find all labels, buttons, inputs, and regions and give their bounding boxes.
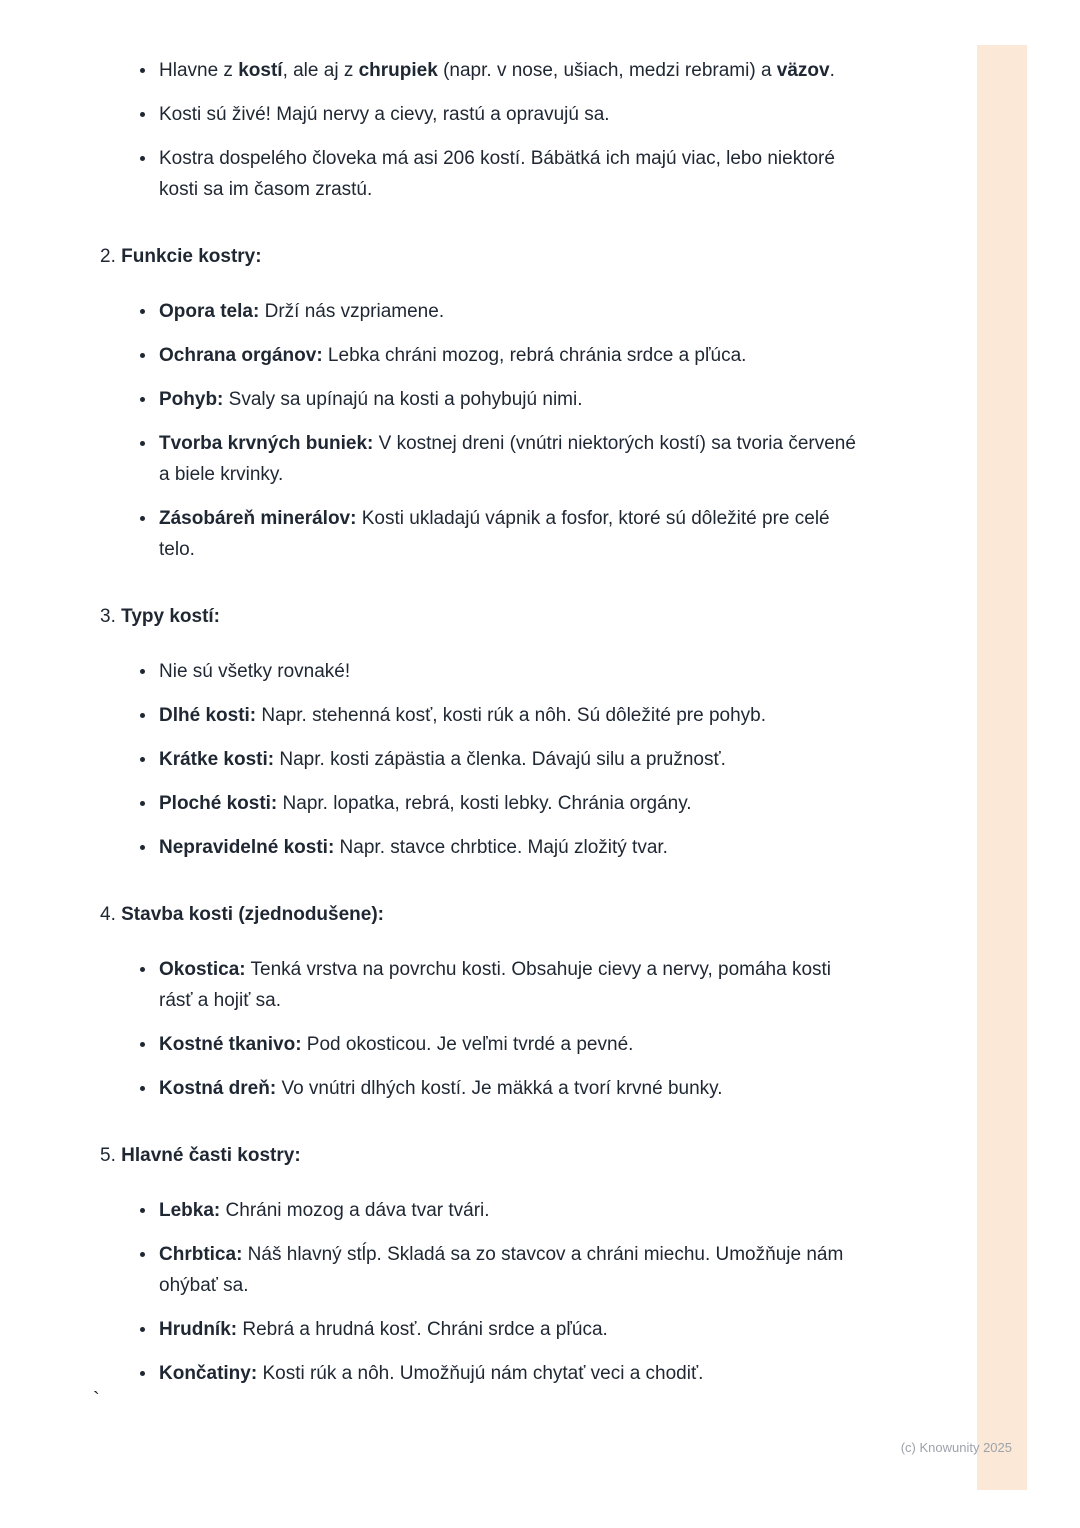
list-item: • Ploché kosti: Napr. lopatka, rebrá, kosti lebky. Chránia orgány.	[157, 788, 859, 819]
list-item: • Krátke kosti: Napr. kosti zápästia a členka. Dávajú silu a pružnosť.	[157, 744, 859, 775]
section-heading	[100, 241, 950, 272]
list-item: • Lebka: Chráni mozog a dáva tvar tvári.	[157, 1195, 859, 1226]
section-heading	[100, 899, 950, 930]
section-number: 5.	[100, 1145, 122, 1166]
list-item: • Kostné tkanivo: Pod okosticou. Je veľmi tvrdé a pevné.	[157, 1029, 859, 1060]
list-item: • Kostná dreň: Vo vnútri dlhých kostí. Je mäkká a tvorí krvné bunky.	[157, 1073, 859, 1104]
list-item: • Hlavne z kostí, ale aj z chrupiek (napr. v nose, ušiach, medzi rebrami) a väzov.	[157, 55, 859, 86]
list-item: • Hrudník: Rebrá a hrudná kosť. Chráni srdce a pľúca.	[157, 1314, 859, 1345]
list-item: • Opora tela: Drží nás vzpriamene.	[157, 296, 859, 327]
section-title: Hlavné časti kostry:	[121, 1145, 301, 1166]
list-item: • Nie sú všetky rovnaké!	[157, 656, 859, 687]
watermark: (c) Knowunity 2025	[900, 1440, 1012, 1455]
list-item: • Tvorba krvných buniek: V kostnej dreni (vnútri niektorých kostí) sa tvoria červené a biele krvinky.	[157, 428, 859, 490]
bullet-list	[100, 656, 950, 863]
list-item: • Zásobáreň minerálov: Kosti ukladajú vápnik a fosfor, ktoré sú dôležité pre celé telo.	[157, 503, 859, 565]
list-item: • Kosti sú živé! Majú nervy a cievy, rastú a opravujú sa.	[157, 99, 859, 130]
section-heading	[100, 1140, 950, 1171]
bullet-list	[100, 1195, 950, 1389]
section-number: 2.	[100, 246, 122, 267]
section-number: 4.	[100, 904, 122, 925]
list-item: • Kostra dospelého človeka má asi 206 kostí. Bábätká ich majú viac, lebo niektoré kosti sa im časom zrastú.	[157, 143, 859, 205]
bullet-list	[100, 55, 950, 205]
section-number: 3.	[100, 606, 122, 627]
list-item: • Končatiny: Kosti rúk a nôh. Umožňujú nám chytať veci a chodiť.	[157, 1358, 859, 1389]
section-title: Funkcie kostry:	[121, 246, 262, 267]
stray-backtick: `	[93, 1389, 100, 1411]
list-item: • Chrbtica: Náš hlavný stĺp. Skladá sa zo stavcov a chráni miechu. Umožňuje nám ohýbať sa.	[157, 1239, 859, 1301]
list-item: • Okostica: Tenká vrstva na povrchu kosti. Obsahuje cievy a nervy, pomáha kosti rásť a hojiť sa.	[157, 954, 859, 1016]
section-title: Stavba kosti (zjednodušene):	[121, 904, 384, 925]
list-item: • Dlhé kosti: Napr. stehenná kosť, kosti rúk a nôh. Sú dôležité pre pohyb.	[157, 700, 859, 731]
list-item: • Ochrana orgánov: Lebka chráni mozog, rebrá chránia srdce a pľúca.	[157, 340, 859, 371]
list-item: • Pohyb: Svaly sa upínajú na kosti a pohybujú nimi.	[157, 384, 859, 415]
section-heading	[100, 601, 950, 632]
list-item: • Nepravidelné kosti: Napr. stavce chrbtice. Majú zložitý tvar.	[157, 832, 859, 863]
bullet-list	[100, 296, 950, 565]
section-title: Typy kostí:	[121, 606, 221, 627]
bullet-list	[100, 954, 950, 1104]
